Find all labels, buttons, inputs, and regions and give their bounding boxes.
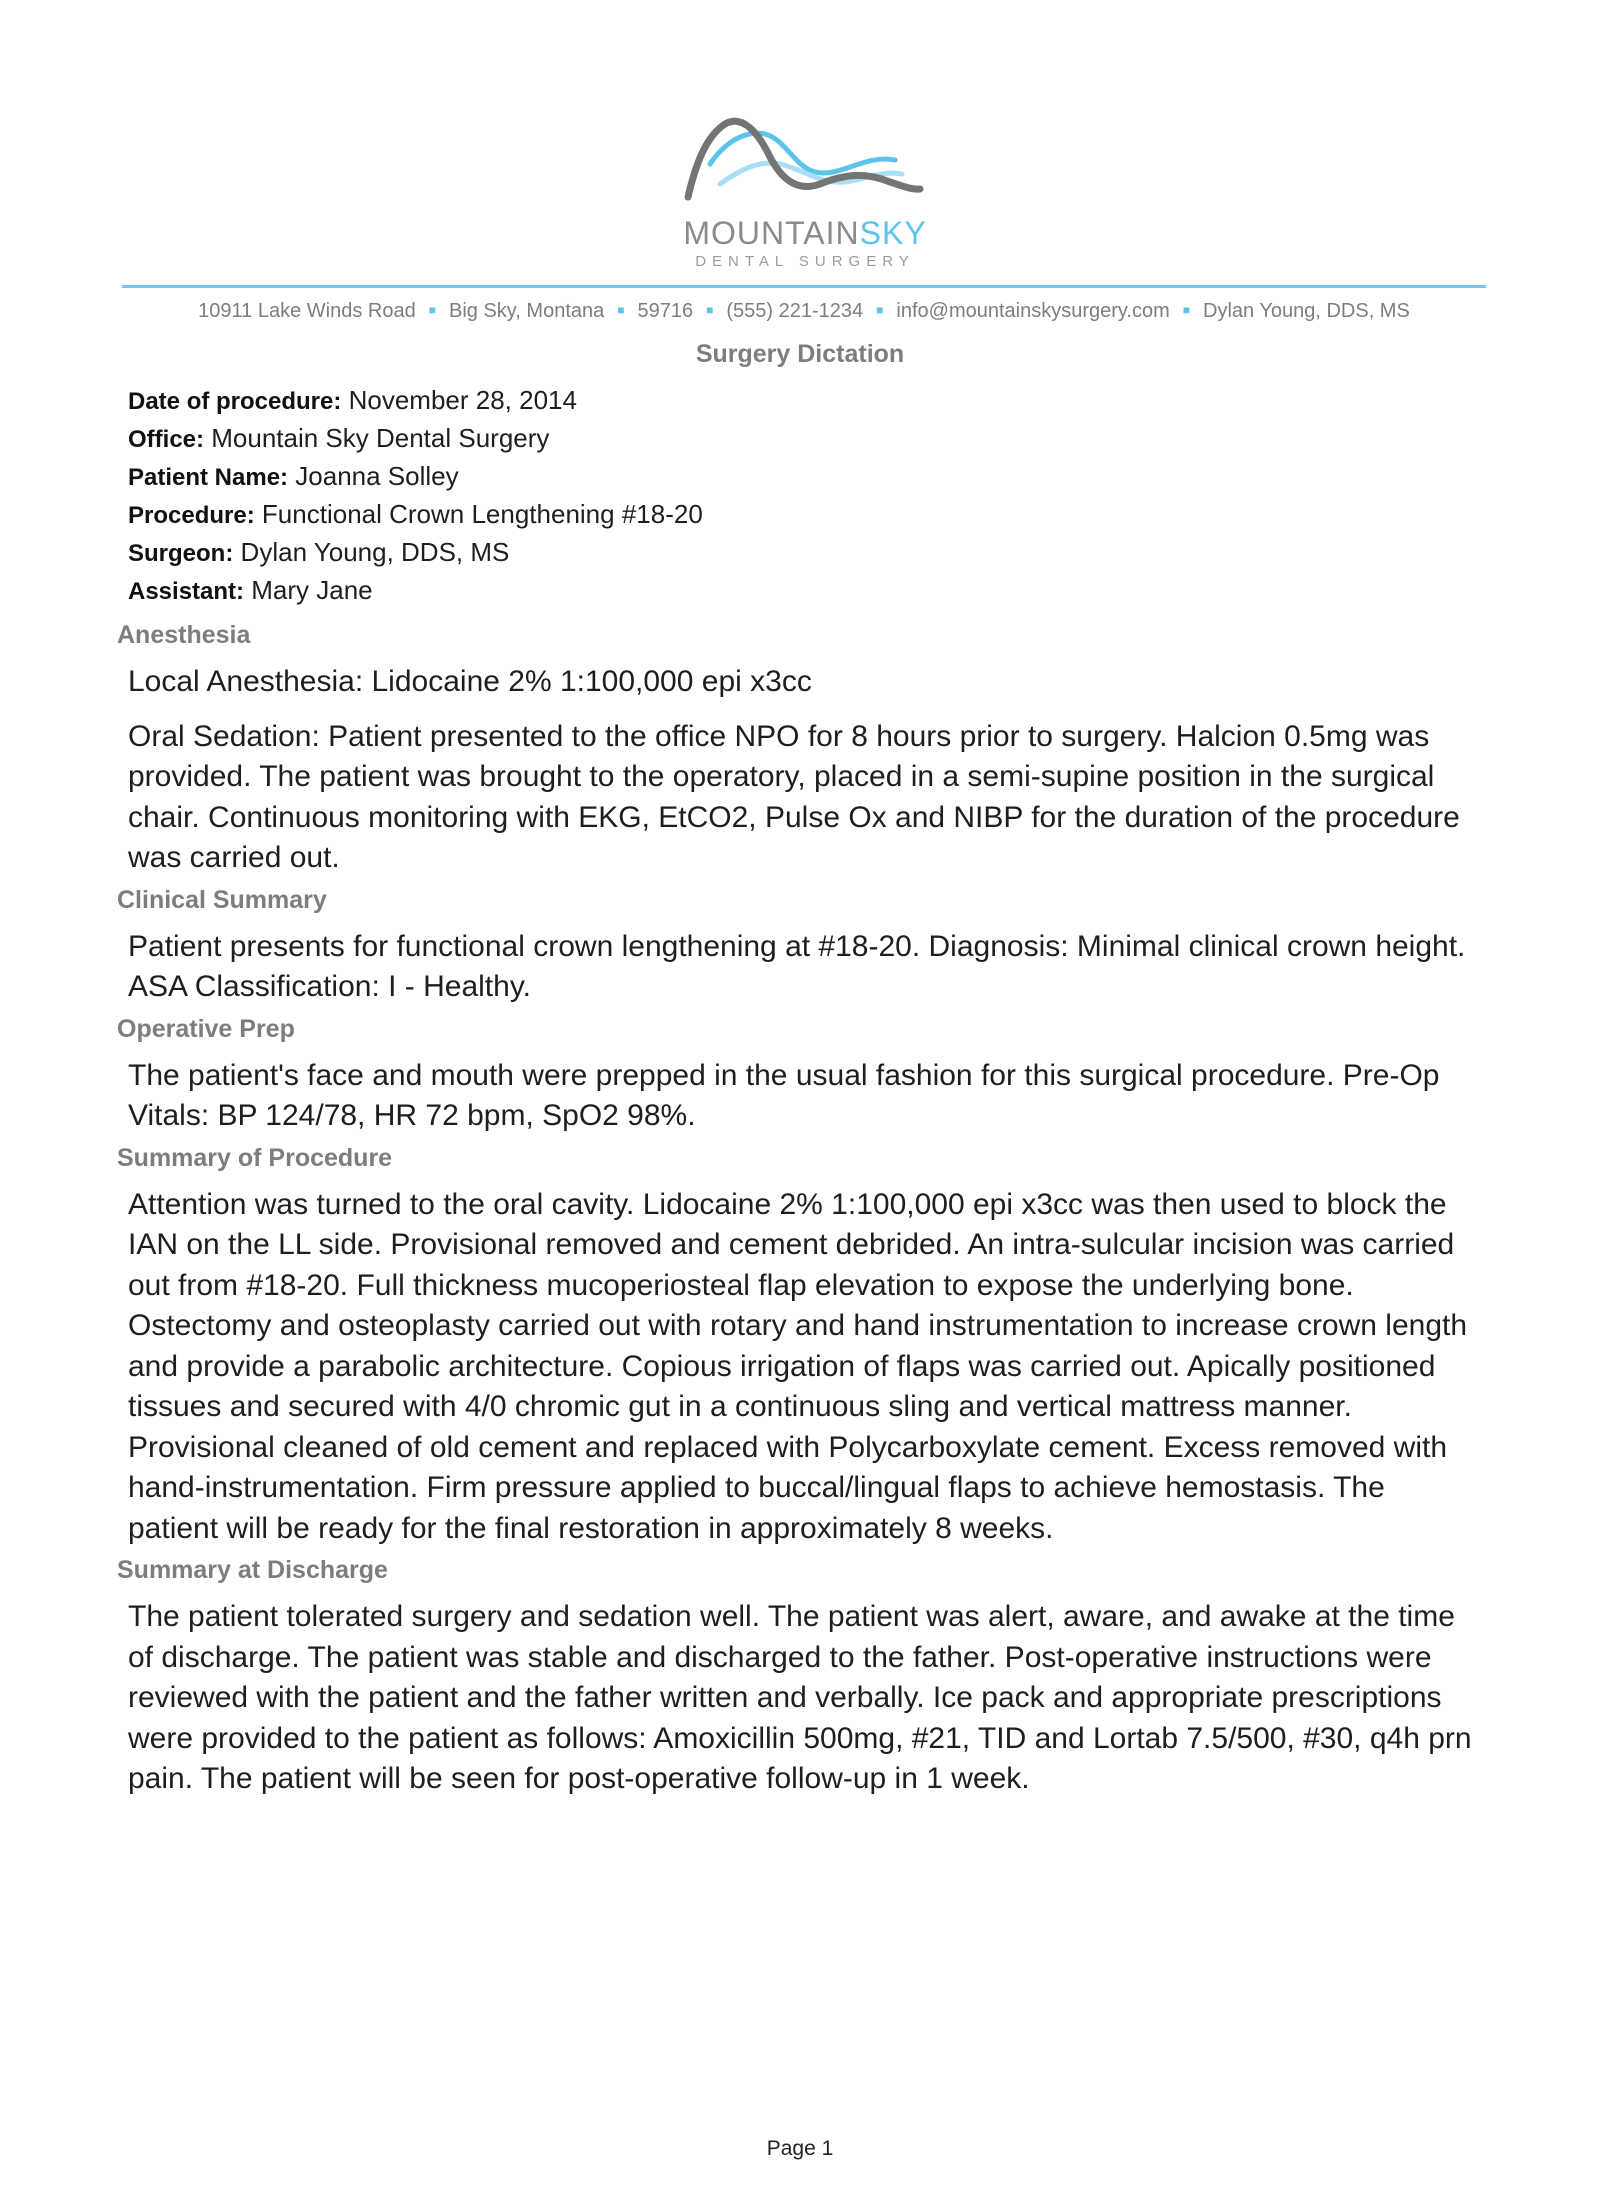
section-heading-summary-of-procedure: Summary of Procedure	[117, 1143, 393, 1172]
separator-dot-icon: ■	[706, 303, 714, 317]
contact-zip: 59716	[637, 300, 694, 322]
detail-row-date	[128, 382, 703, 420]
contact-line	[122, 300, 1486, 323]
detail-value: Mary Jane	[244, 575, 373, 605]
detail-label: Procedure:	[128, 502, 255, 529]
separator-dot-icon: ■	[617, 303, 625, 317]
section-heading-summary-at-discharge: Summary at Discharge	[117, 1556, 388, 1584]
brand-name-right: SKY	[859, 215, 927, 251]
detail-row-assistant	[128, 572, 703, 610]
document-title: Surgery Dictation	[695, 340, 905, 368]
detail-value: November 28, 2014	[341, 385, 577, 415]
detail-row-patient	[128, 458, 703, 496]
section-paragraph: The patient tolerated surgery and sedation well. The patient was alert, aware, and awake at the time of discharge. The patient was stable and discharged to the father. Post-operative instructions were reviewed with the patient and the father written and verbally. Ice pack and appropriate prescriptions were provided to the patient as follows: Amoxicillin 500mg, #21, TID and Lortab 7.5/500, #30, q4h prn pain. The patient will be seen for post-operative follow-up in 1 week.	[128, 1600, 1472, 1795]
dictation-body	[0, 620, 1600, 1800]
detail-label: Patient Name:	[128, 464, 289, 491]
detail-label: Surgeon:	[128, 540, 234, 567]
section-heading-anesthesia: Anesthesia	[117, 621, 251, 649]
detail-value: Dylan Young, DDS, MS	[233, 537, 510, 567]
detail-row-surgeon	[128, 534, 703, 572]
section-paragraph: Patient presents for functional crown lengthening at #18-20. Diagnosis: Minimal clinical crown height. ASA Classification: I - Healthy.	[128, 929, 1466, 1003]
detail-value: Functional Crown Lengthening #18-20	[254, 499, 703, 529]
brand-name-left: MOUNTAIN	[683, 215, 860, 251]
section-paragraph: Attention was turned to the oral cavity. Lidocaine 2% 1:100,000 epi x3cc was then used to block the IAN on the LL side. Provisional removed and cement debrided. An intra-sulcular incision was carried out from #18-20. Full thickness mucoperiosteal flap elevation to expose the underlying bone. Ostectomy and osteoplasty carried out with rotary and hand instrumentation to increase crown length and provide a parabolic architecture. Copious irrigation of flaps was carried out. Apically positioned tissues and secured with 4/0 chromic gut in a continuous sling and vertical mattress manner. Provisional cleaned of old cement and replaced with Polycarboxylate cement. Excess removed with hand-instrumentation. Firm pressure applied to buccal/lingual flaps to achieve hemostasis. The patient will be ready for the final restoration in approximately 8 weeks.	[128, 1187, 1468, 1545]
detail-label: Date of procedure:	[128, 388, 342, 415]
detail-row-procedure	[128, 496, 703, 534]
brand-name	[650, 215, 960, 252]
contact-address: 10911 Lake Winds Road	[198, 300, 416, 322]
separator-dot-icon: ■	[876, 303, 884, 317]
section-heading-clinical-summary: Clinical Summary	[117, 885, 327, 914]
section-heading-operative-prep: Operative Prep	[117, 1014, 295, 1043]
section-paragraph: Oral Sedation: Patient presented to the office NPO for 8 hours prior to surgery. Halcion 0.5mg was provided. The patient was brought to the operatory, placed in a semi-supine position in the surgical chair. Continuous monitoring with EKG, EtCO2, Pulse Ox and NIBP for the duration of the procedure was carried out.	[128, 719, 1460, 874]
detail-value: Mountain Sky Dental Surgery	[204, 423, 550, 453]
separator-dot-icon: ■	[428, 303, 436, 317]
separator-dot-icon: ■	[1182, 303, 1191, 317]
contact-city: Big Sky, Montana	[448, 300, 605, 322]
section-paragraph: Local Anesthesia: Lidocaine 2% 1:100,000 epi x3cc	[128, 665, 812, 698]
clinic-logo	[650, 112, 960, 272]
procedure-details	[128, 382, 703, 610]
page-number: Page 1	[766, 2137, 834, 2160]
detail-label: Office:	[128, 426, 205, 453]
section-paragraph: The patient's face and mouth were prepped in the usual fashion for this surgical procedure. Pre-Op Vitals: BP 124/78, HR 72 bpm, SpO2 98%.	[128, 1058, 1440, 1132]
detail-label: Assistant:	[128, 578, 245, 605]
contact-email: info@mountainskysurgery.com	[896, 300, 1170, 322]
contact-doctor: Dylan Young, DDS, MS	[1203, 300, 1410, 322]
mountain-wave-logo-icon	[680, 112, 930, 212]
brand-tagline: DENTAL SURGERY	[695, 253, 915, 270]
detail-row-office	[128, 420, 703, 458]
contact-phone: (555) 221-1234	[726, 300, 864, 322]
detail-value: Joanna Solley	[288, 461, 459, 491]
header-divider	[122, 285, 1486, 288]
